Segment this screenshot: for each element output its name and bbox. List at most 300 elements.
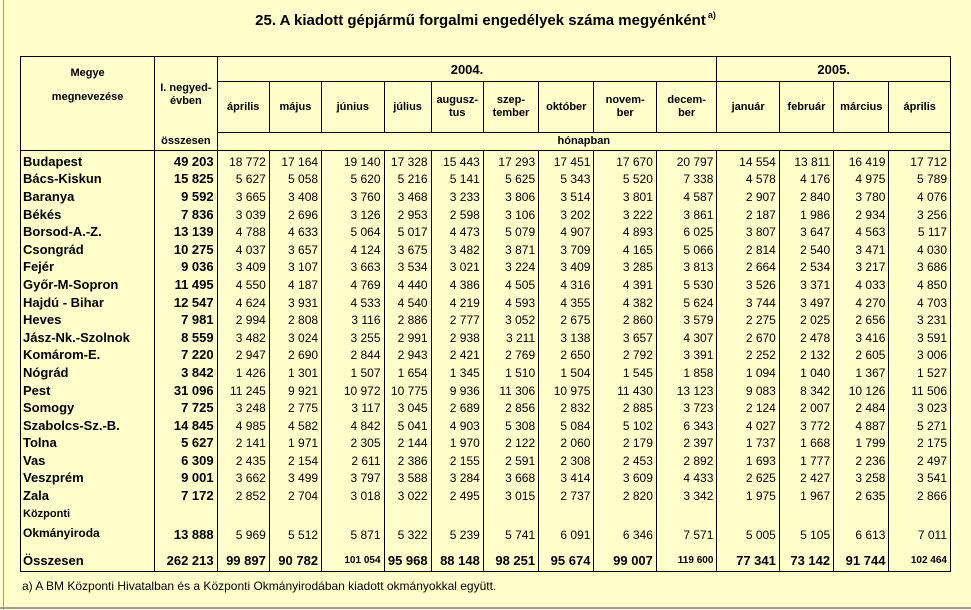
monthly-value: 3 039: [217, 206, 269, 224]
month-unit-header: hónapban: [217, 133, 950, 151]
monthly-value: 2 808: [269, 311, 321, 329]
monthly-value: 2 689: [431, 399, 483, 417]
monthly-value: 3 657: [594, 329, 656, 347]
monthly-value: 3 342: [656, 487, 717, 505]
monthly-value: 5 005: [717, 505, 779, 543]
monthly-value: 2 844: [322, 347, 384, 365]
monthly-value: 2 305: [322, 435, 384, 453]
monthly-value: 2 236: [834, 452, 889, 470]
monthly-value: 3 723: [656, 399, 717, 417]
monthly-value: 2 820: [594, 487, 656, 505]
monthly-value: 17 293: [483, 151, 538, 171]
table-row: [21, 487, 951, 505]
table-row: [21, 206, 951, 224]
table-row: [21, 470, 951, 488]
monthly-value: 2 611: [322, 452, 384, 470]
monthly-value: 4 033: [834, 276, 889, 294]
monthly-value: 3 499: [269, 470, 321, 488]
month-header: [779, 82, 833, 133]
monthly-value: 5 271: [889, 417, 951, 435]
monthly-value: 3 015: [483, 487, 538, 505]
county-name: Zala: [21, 487, 155, 505]
monthly-value: 3 416: [834, 329, 889, 347]
total-monthly-value: 119 600: [656, 551, 717, 572]
spacer-row: [21, 543, 951, 551]
monthly-value: 2 625: [717, 470, 779, 488]
total-monthly-value: 95 968: [384, 551, 431, 572]
monthly-value: 3 675: [384, 241, 431, 259]
monthly-value: 8 342: [779, 382, 833, 400]
monthly-value: 6 343: [656, 417, 717, 435]
monthly-value: 2 886: [384, 311, 431, 329]
monthly-value: 3 760: [322, 188, 384, 206]
table-row: [21, 364, 951, 382]
county-name-line1: Központi: [23, 507, 71, 520]
total-monthly-value: 98 251: [483, 551, 538, 572]
total-monthly-value: 102 464: [889, 551, 951, 572]
monthly-value: 4 176: [779, 171, 833, 189]
total-monthly-value: 101 054: [322, 551, 384, 572]
table-row: [21, 435, 951, 453]
monthly-value: 3 248: [217, 399, 269, 417]
monthly-value: 3 126: [322, 206, 384, 224]
monthly-value: 3 021: [431, 259, 483, 277]
month-header: [322, 82, 384, 133]
q1-total-value: 10 275: [155, 241, 217, 259]
monthly-value: 4 124: [322, 241, 384, 259]
table-row: [21, 151, 951, 171]
monthly-value: 1 777: [779, 452, 833, 470]
monthly-value: 3 224: [483, 259, 538, 277]
monthly-value: 2 856: [483, 399, 538, 417]
monthly-value: 4 440: [384, 276, 431, 294]
monthly-value: 13 123: [656, 382, 717, 400]
monthly-value: 9 083: [717, 382, 779, 400]
monthly-value: 3 813: [656, 259, 717, 277]
monthly-value: 1 799: [834, 435, 889, 453]
monthly-value: 6 346: [594, 505, 656, 543]
table-row: [21, 311, 951, 329]
monthly-value: 2 635: [834, 487, 889, 505]
monthly-value: 3 371: [779, 276, 833, 294]
month-header-text: május: [279, 100, 312, 113]
monthly-value: 1 970: [431, 435, 483, 453]
monthly-value: 10 775: [384, 382, 431, 400]
monthly-value: 2 453: [594, 452, 656, 470]
monthly-value: 3 797: [322, 470, 384, 488]
spacer-cell: [539, 543, 594, 551]
monthly-value: 5 216: [384, 171, 431, 189]
monthly-value: 4 270: [834, 294, 889, 312]
monthly-value: 2 421: [431, 347, 483, 365]
monthly-value: 5 624: [656, 294, 717, 312]
monthly-value: 2 605: [834, 347, 889, 365]
table-row: [21, 329, 951, 347]
monthly-value: 1 986: [779, 206, 833, 224]
monthly-value: 3 514: [539, 188, 594, 206]
monthly-value: 1 426: [217, 364, 269, 382]
monthly-value: 3 231: [889, 311, 951, 329]
monthly-value: 3 414: [539, 470, 594, 488]
total-monthly-value: 73 142: [779, 551, 833, 572]
monthly-value: 2 144: [384, 435, 431, 453]
monthly-value: 3 686: [889, 259, 951, 277]
monthly-value: 3 806: [483, 188, 538, 206]
county-name: [21, 505, 155, 543]
monthly-value: 5 625: [483, 171, 538, 189]
q1-total-value: 5 627: [155, 435, 217, 453]
monthly-value: 2 154: [269, 452, 321, 470]
month-header: [834, 82, 889, 133]
monthly-value: 5 512: [269, 505, 321, 543]
frame-left-border: [3, 0, 4, 610]
monthly-value: 4 578: [717, 171, 779, 189]
monthly-value: 17 670: [594, 151, 656, 171]
q1-total-value: 12 547: [155, 294, 217, 312]
monthly-value: 4 582: [269, 417, 321, 435]
table-row: [21, 241, 951, 259]
table-header: [21, 57, 951, 151]
county-name: Csongrád: [21, 241, 155, 259]
county-name: Somogy: [21, 399, 155, 417]
month-header: [483, 82, 538, 133]
monthly-value: 4 219: [431, 294, 483, 312]
monthly-value: 3 018: [322, 487, 384, 505]
q1-total-value: 6 309: [155, 452, 217, 470]
monthly-value: 3 657: [269, 241, 321, 259]
monthly-value: 5 530: [656, 276, 717, 294]
q1-total-value: 15 825: [155, 171, 217, 189]
monthly-value: 3 409: [217, 259, 269, 277]
monthly-value: 3 409: [539, 259, 594, 277]
monthly-value: 15 443: [431, 151, 483, 171]
month-header-text: ber: [616, 107, 634, 119]
spacer-cell: [384, 543, 431, 551]
table-body: [21, 151, 951, 572]
monthly-value: 3 497: [779, 294, 833, 312]
county-name: Borsod-A.-Z.: [21, 223, 155, 241]
q1-total-value: 13 139: [155, 223, 217, 241]
monthly-value: 3 662: [217, 470, 269, 488]
footnote: a) A BM Központi Hivatalban és a Központi Okmányirodában kiadott okmányokkal együtt.: [22, 579, 497, 593]
spacer-cell: [779, 543, 833, 551]
monthly-value: 3 468: [384, 188, 431, 206]
monthly-value: 2 060: [539, 435, 594, 453]
monthly-value: 4 505: [483, 276, 538, 294]
monthly-value: 3 780: [834, 188, 889, 206]
month-header-text: tember: [492, 107, 530, 119]
monthly-value: 4 903: [431, 417, 483, 435]
table-row: [21, 347, 951, 365]
monthly-value: 3 931: [269, 294, 321, 312]
q1-total-value: 49 203: [155, 151, 217, 171]
spacer-cell: [594, 543, 656, 551]
monthly-value: 2 427: [779, 470, 833, 488]
county-name: Veszprém: [21, 470, 155, 488]
monthly-value: 5 141: [431, 171, 483, 189]
monthly-value: 3 871: [483, 241, 538, 259]
q1-total-value: 9 001: [155, 470, 217, 488]
monthly-value: 16 419: [834, 151, 889, 171]
table-row: [21, 259, 951, 277]
monthly-value: 5 620: [322, 171, 384, 189]
q1-total-value: 3 842: [155, 364, 217, 382]
month-header-text: február: [787, 100, 826, 113]
county-name: Fejér: [21, 259, 155, 277]
monthly-value: 4 540: [384, 294, 431, 312]
monthly-value: 3 022: [384, 487, 431, 505]
county-name: Szabolcs-Sz.-B.: [21, 417, 155, 435]
monthly-value: 2 769: [483, 347, 538, 365]
monthly-value: 3 116: [322, 311, 384, 329]
monthly-value: 2 187: [717, 206, 779, 224]
total-monthly-value: 88 148: [431, 551, 483, 572]
monthly-value: 3 284: [431, 470, 483, 488]
total-monthly-value: 95 674: [539, 551, 594, 572]
monthly-value: 3 045: [384, 399, 431, 417]
monthly-value: 3 668: [483, 470, 538, 488]
monthly-value: 2 675: [539, 311, 594, 329]
table-row: [21, 452, 951, 470]
spacer-cell: [21, 543, 155, 551]
monthly-value: 3 256: [889, 206, 951, 224]
monthly-value: 3 609: [594, 470, 656, 488]
monthly-value: 2 664: [717, 259, 779, 277]
monthly-value: 1 858: [656, 364, 717, 382]
monthly-value: 11 506: [889, 382, 951, 400]
monthly-value: 1 967: [779, 487, 833, 505]
monthly-value: 4 893: [594, 223, 656, 241]
monthly-value: 5 239: [431, 505, 483, 543]
monthly-value: 4 593: [483, 294, 538, 312]
table-row: [21, 276, 951, 294]
monthly-value: 2 007: [779, 399, 833, 417]
month-header: [539, 82, 594, 133]
monthly-value: 2 484: [834, 399, 889, 417]
monthly-value: 3 023: [889, 399, 951, 417]
month-header: [217, 82, 269, 133]
monthly-value: 2 540: [779, 241, 833, 259]
monthly-value: 2 656: [834, 311, 889, 329]
monthly-value: 4 788: [217, 223, 269, 241]
monthly-value: 3 285: [594, 259, 656, 277]
monthly-value: 7 011: [889, 505, 951, 543]
total-monthly-value: 99 007: [594, 551, 656, 572]
month-header-text: március: [840, 100, 883, 113]
monthly-value: 4 842: [322, 417, 384, 435]
monthly-value: 1 668: [779, 435, 833, 453]
county-name: Győr-M-Sopron: [21, 276, 155, 294]
county-name: Tolna: [21, 435, 155, 453]
spacer-cell: [889, 543, 951, 551]
monthly-value: 2 994: [217, 311, 269, 329]
monthly-value: 1 345: [431, 364, 483, 382]
monthly-value: 3 217: [834, 259, 889, 277]
monthly-value: 18 772: [217, 151, 269, 171]
monthly-value: 5 066: [656, 241, 717, 259]
monthly-value: 2 179: [594, 435, 656, 453]
monthly-value: 5 105: [779, 505, 833, 543]
monthly-value: 4 703: [889, 294, 951, 312]
q1-header-line2: évben: [169, 94, 202, 107]
total-row: [21, 551, 951, 572]
monthly-value: 3 211: [483, 329, 538, 347]
q1-total-value: 13 888: [155, 505, 217, 543]
monthly-value: 2 907: [717, 188, 779, 206]
year-2005-header: 2005.: [717, 57, 951, 82]
monthly-value: 4 850: [889, 276, 951, 294]
total-monthly-value: 99 897: [217, 551, 269, 572]
frame-bottom-border: [0, 607, 971, 609]
monthly-value: 2 141: [217, 435, 269, 453]
monthly-value: 3 482: [431, 241, 483, 259]
monthly-value: 4 307: [656, 329, 717, 347]
monthly-value: 2 777: [431, 311, 483, 329]
monthly-value: 2 598: [431, 206, 483, 224]
monthly-value: 2 650: [539, 347, 594, 365]
monthly-value: 2 308: [539, 452, 594, 470]
monthly-value: 4 386: [431, 276, 483, 294]
monthly-value: 2 435: [217, 452, 269, 470]
spacer-cell: [269, 543, 321, 551]
monthly-value: 2 175: [889, 435, 951, 453]
title-footnote-marker: a): [707, 10, 716, 20]
monthly-value: 4 563: [834, 223, 889, 241]
monthly-value: 3 541: [889, 470, 951, 488]
monthly-value: 1 367: [834, 364, 889, 382]
monthly-value: 3 258: [834, 470, 889, 488]
monthly-value: 2 132: [779, 347, 833, 365]
monthly-value: 1 301: [269, 364, 321, 382]
month-header-text: decem-: [667, 94, 706, 106]
monthly-value: 1 527: [889, 364, 951, 382]
spacer-cell: [217, 543, 269, 551]
county-name: Hajdú - Bihar: [21, 294, 155, 312]
monthly-value: 2 792: [594, 347, 656, 365]
month-header-text: június: [336, 100, 369, 113]
county-name: Pest: [21, 382, 155, 400]
table-row: [21, 223, 951, 241]
spacer-cell: [483, 543, 538, 551]
monthly-value: 3 117: [322, 399, 384, 417]
monthly-value: 1 040: [779, 364, 833, 382]
spacer-cell: [322, 543, 384, 551]
monthly-value: 3 233: [431, 188, 483, 206]
monthly-value: 3 665: [217, 188, 269, 206]
month-header: [656, 82, 717, 133]
monthly-value: 3 588: [384, 470, 431, 488]
monthly-value: 4 076: [889, 188, 951, 206]
monthly-value: 4 027: [717, 417, 779, 435]
monthly-value: 17 451: [539, 151, 594, 171]
monthly-value: 2 832: [539, 399, 594, 417]
monthly-value: 2 943: [384, 347, 431, 365]
registration-table: [20, 56, 951, 572]
total-monthly-value: 77 341: [717, 551, 779, 572]
monthly-value: 3 255: [322, 329, 384, 347]
monthly-value: 1 094: [717, 364, 779, 382]
monthly-value: 3 482: [217, 329, 269, 347]
monthly-value: 2 397: [656, 435, 717, 453]
monthly-value: 3 222: [594, 206, 656, 224]
monthly-value: 4 391: [594, 276, 656, 294]
monthly-value: 5 789: [889, 171, 951, 189]
monthly-value: 5 871: [322, 505, 384, 543]
monthly-value: 2 934: [834, 206, 889, 224]
monthly-value: 5 041: [384, 417, 431, 435]
monthly-value: 3 526: [717, 276, 779, 294]
county-name: Heves: [21, 311, 155, 329]
month-header: [889, 82, 951, 133]
monthly-value: 3 052: [483, 311, 538, 329]
monthly-value: 5 969: [217, 505, 269, 543]
monthly-value: 2 155: [431, 452, 483, 470]
monthly-value: 11 245: [217, 382, 269, 400]
monthly-value: 10 975: [539, 382, 594, 400]
month-header-text: tus: [448, 107, 466, 119]
monthly-value: 4 165: [594, 241, 656, 259]
monthly-value: 5 627: [217, 171, 269, 189]
monthly-value: 2 840: [779, 188, 833, 206]
monthly-value: 5 102: [594, 417, 656, 435]
county-header: [21, 57, 155, 151]
monthly-value: 11 430: [594, 382, 656, 400]
county-name-line2: Okmányiroda: [23, 525, 100, 540]
monthly-value: 2 497: [889, 452, 951, 470]
monthly-value: 4 985: [217, 417, 269, 435]
table-row: [21, 399, 951, 417]
monthly-value: 5 308: [483, 417, 538, 435]
monthly-value: 4 433: [656, 470, 717, 488]
monthly-value: 20 797: [656, 151, 717, 171]
monthly-value: 4 907: [539, 223, 594, 241]
monthly-value: 17 164: [269, 151, 321, 171]
month-header-text: novem-: [605, 94, 645, 106]
q1-total-value: 7 725: [155, 399, 217, 417]
monthly-value: 5 520: [594, 171, 656, 189]
monthly-value: 3 534: [384, 259, 431, 277]
monthly-value: 4 355: [539, 294, 594, 312]
monthly-value: 2 670: [717, 329, 779, 347]
monthly-value: 2 025: [779, 311, 833, 329]
month-header: [431, 82, 483, 133]
monthly-value: 6 091: [539, 505, 594, 543]
q1-total-value: 14 845: [155, 417, 217, 435]
monthly-value: 3 024: [269, 329, 321, 347]
monthly-value: 3 106: [483, 206, 538, 224]
monthly-value: 4 887: [834, 417, 889, 435]
q1-header-line1: I. negyed-: [160, 81, 212, 94]
monthly-value: 5 079: [483, 223, 538, 241]
q1-total-value: 7 836: [155, 206, 217, 224]
monthly-value: 9 936: [431, 382, 483, 400]
monthly-value: 4 769: [322, 276, 384, 294]
monthly-value: 3 391: [656, 347, 717, 365]
q1-total-value: 262 213: [155, 551, 217, 572]
monthly-value: 4 382: [594, 294, 656, 312]
monthly-value: 3 861: [656, 206, 717, 224]
q1-total-value: 11 495: [155, 276, 217, 294]
monthly-value: 2 386: [384, 452, 431, 470]
monthly-value: 3 772: [779, 417, 833, 435]
q1-total-value: 7 172: [155, 487, 217, 505]
total-monthly-value: 90 782: [269, 551, 321, 572]
monthly-value: 1 693: [717, 452, 779, 470]
monthly-value: 1 654: [384, 364, 431, 382]
month-header-text: ber: [678, 107, 696, 119]
monthly-value: 3 807: [717, 223, 779, 241]
title-text: 25. A kiadott gépjármű forgalmi engedélyek száma megyénként: [255, 12, 706, 29]
